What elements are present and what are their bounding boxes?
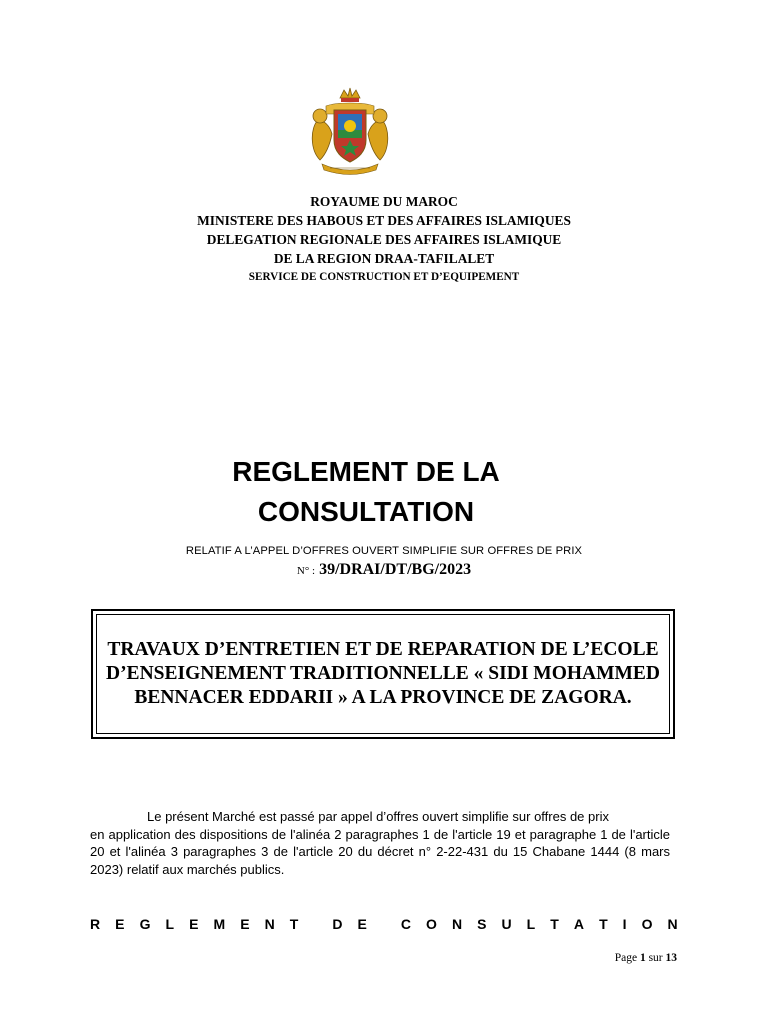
- spaced-letter: [382, 916, 386, 932]
- spaced-letter: E: [115, 916, 125, 932]
- paragraph-rest: en application des dispositions de l'alinéa 2 paragraphes 1 de l'article 19 et paragraphe 1 de l'article 20 et l'alinéa 3 paragraphes 3 de l'article 20 du décret n° 2-22-431 du 15 Chabane 1444 (8 mars 2023) relatif aux marchés publics.: [90, 826, 670, 877]
- reference-value: 39/DRAI/DT/BG/2023: [319, 561, 472, 578]
- document-title: [0, 452, 732, 532]
- page-footer: [560, 952, 677, 964]
- spaced-letter: E: [189, 916, 199, 932]
- spaced-letter: N: [264, 916, 275, 932]
- spaced-letter: G: [139, 916, 151, 932]
- spaced-heading: [90, 916, 678, 932]
- reference-prefix: N° :: [296, 565, 316, 577]
- spaced-letter: S: [477, 916, 487, 932]
- spaced-letter: M: [213, 916, 226, 932]
- header-line-5: SERVICE DE CONSTRUCTION ET D’EQUIPEMENT: [248, 271, 520, 283]
- header-line-3: DELEGATION REGIONALE DES AFFAIRES ISLAMIQUE: [206, 232, 562, 247]
- paragraph-first-line: Le présent Marché est passé par appel d’offres ouvert simplifie sur offres de prix: [147, 809, 609, 824]
- spaced-letter: U: [501, 916, 512, 932]
- spaced-letter: [313, 916, 317, 932]
- page-number: 1: [639, 952, 646, 964]
- spaced-letter: T: [550, 916, 559, 932]
- spaced-letter: R: [90, 916, 101, 932]
- spaced-letter: N: [667, 916, 678, 932]
- title-line-1: REGLEMENT DE LA: [232, 456, 500, 487]
- spaced-letter: E: [357, 916, 367, 932]
- sur-word: sur: [648, 952, 663, 964]
- spaced-letter: T: [289, 916, 299, 932]
- institution-header: [0, 192, 768, 286]
- objet-text: TRAVAUX D’ENTRETIEN ET DE REPARATION DE L’ECOLE D’ENSEIGNEMENT TRADITIONNELLE « SIDI MOHAMMED BENNACER EDDARII » A LA PROVINCE DE ZAGORA.: [105, 639, 661, 708]
- spaced-letter: C: [400, 916, 411, 932]
- coat-of-arms-icon: [300, 84, 400, 180]
- spaced-letter: O: [641, 916, 653, 932]
- page-total: 13: [665, 952, 677, 964]
- header-line-2: MINISTERE DES HABOUS ET DES AFFAIRES ISLAMIQUES: [197, 213, 571, 228]
- spaced-letter: I: [622, 916, 627, 932]
- spaced-letter: N: [451, 916, 463, 932]
- spaced-letter: T: [599, 916, 608, 932]
- spaced-letter: A: [573, 916, 585, 932]
- spaced-letter: D: [332, 916, 343, 932]
- reference-number: [0, 561, 768, 579]
- spaced-letter: L: [526, 916, 536, 932]
- header-line-4: DE LA REGION DRAA-TAFILALET: [273, 251, 495, 266]
- spaced-letter: O: [426, 916, 437, 932]
- header-line-1: ROYAUME DU MAROC: [310, 194, 458, 209]
- intro-paragraph: [90, 808, 670, 878]
- objet-frame-inner: [96, 614, 670, 734]
- page-word: Page: [614, 952, 638, 964]
- spaced-letter: L: [165, 916, 175, 932]
- title-line-2: CONSULTATION: [257, 496, 475, 527]
- relatif-subtitle: RELATIF A L’APPEL D’OFFRES OUVERT SIMPLIFIE SUR OFFRES DE PRIX: [185, 545, 583, 557]
- spaced-letter: E: [240, 916, 250, 932]
